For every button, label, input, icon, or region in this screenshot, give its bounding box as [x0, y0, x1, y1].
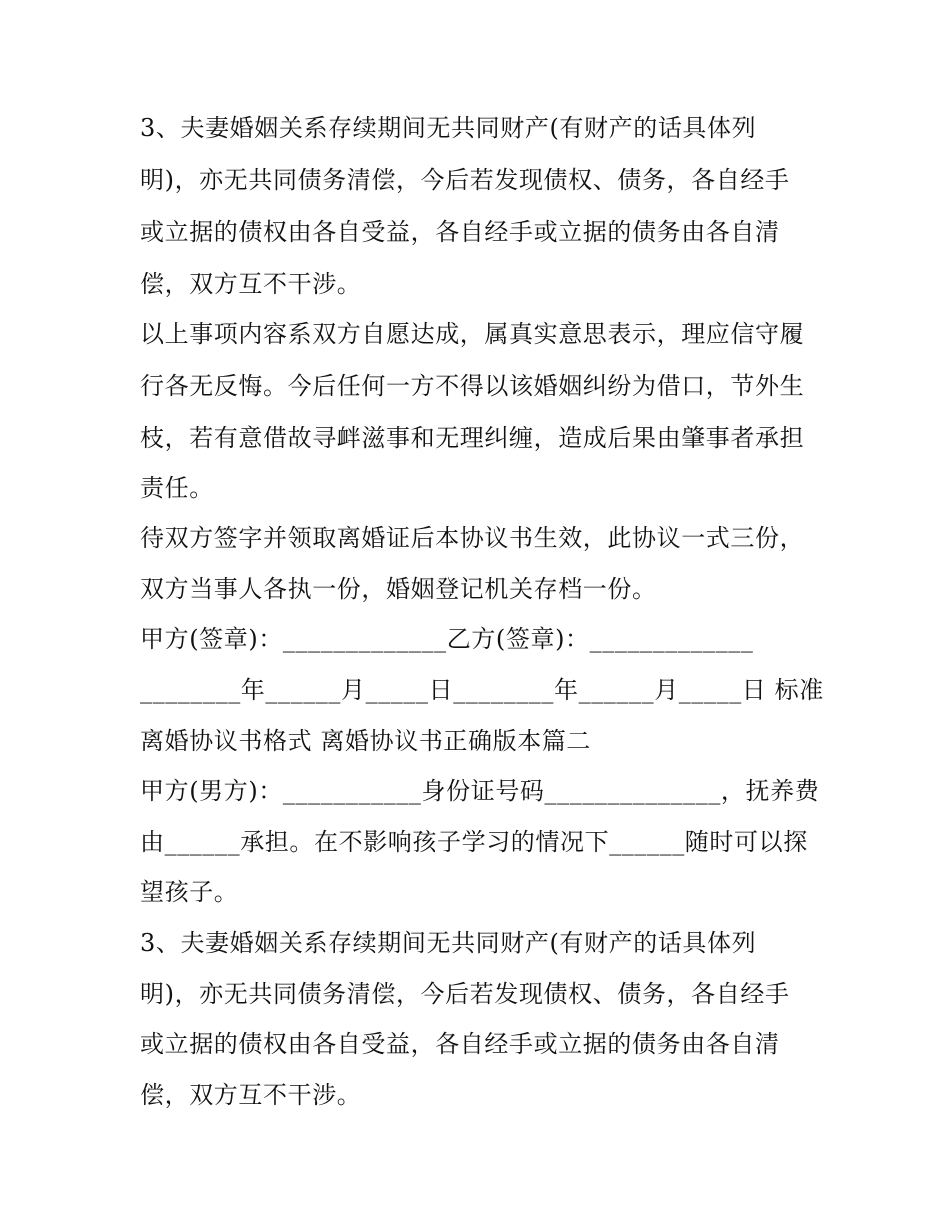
text-line: 3、夫妻婚姻关系存续期间无共同财产(有财产的话具体列: [140, 114, 757, 142]
text-line: 甲方(男方)：___________身份证号码______________，抚养费: [140, 777, 820, 805]
section-title: 离婚协议书格式 离婚协议书正确版本篇二: [140, 727, 592, 755]
text-line: 行各无反悔。今后任何一方不得以该婚姻纠纷为借口，节外生: [140, 372, 805, 400]
date-line: ________年______月_____日________年______月_____日 标准: [140, 676, 824, 704]
text-line: 明)，亦无共同债务清偿，今后若发现债权、债务，各自经手: [140, 980, 790, 1008]
text-line: 望孩子。: [140, 878, 239, 906]
text-line: 明)，亦无共同债务清偿，今后若发现债权、债务，各自经手: [140, 166, 790, 194]
text-line: 待双方签字并领取离婚证后本协议书生效，此协议一式三份，: [140, 524, 805, 552]
text-line: 双方当事人各执一份，婚姻登记机关存档一份。: [140, 575, 657, 603]
text-line: 责任。: [140, 474, 214, 502]
text-line: 3、夫妻婚姻关系存续期间无共同财产(有财产的话具体列: [140, 929, 757, 957]
text-line: 枝，若有意借故寻衅滋事和无理纠缠，造成后果由肇事者承担: [140, 424, 805, 452]
text-line: 或立据的债权由各自受益，各自经手或立据的债务由各自清: [140, 1030, 780, 1058]
text-line: 或立据的债权由各自受益，各自经手或立据的债务由各自清: [140, 218, 780, 246]
signature-line: 甲方(签章)：_____________乙方(签章)：_____________: [140, 625, 754, 653]
text-line: 由______承担。在不影响孩子学习的情况下______随时可以探: [140, 828, 808, 856]
text-line: 以上事项内容系双方自愿达成，属真实意思表示，理应信守履: [140, 320, 805, 348]
text-line: 偿，双方互不干涉。: [140, 1081, 362, 1109]
text-line: 偿，双方互不干涉。: [140, 270, 362, 298]
